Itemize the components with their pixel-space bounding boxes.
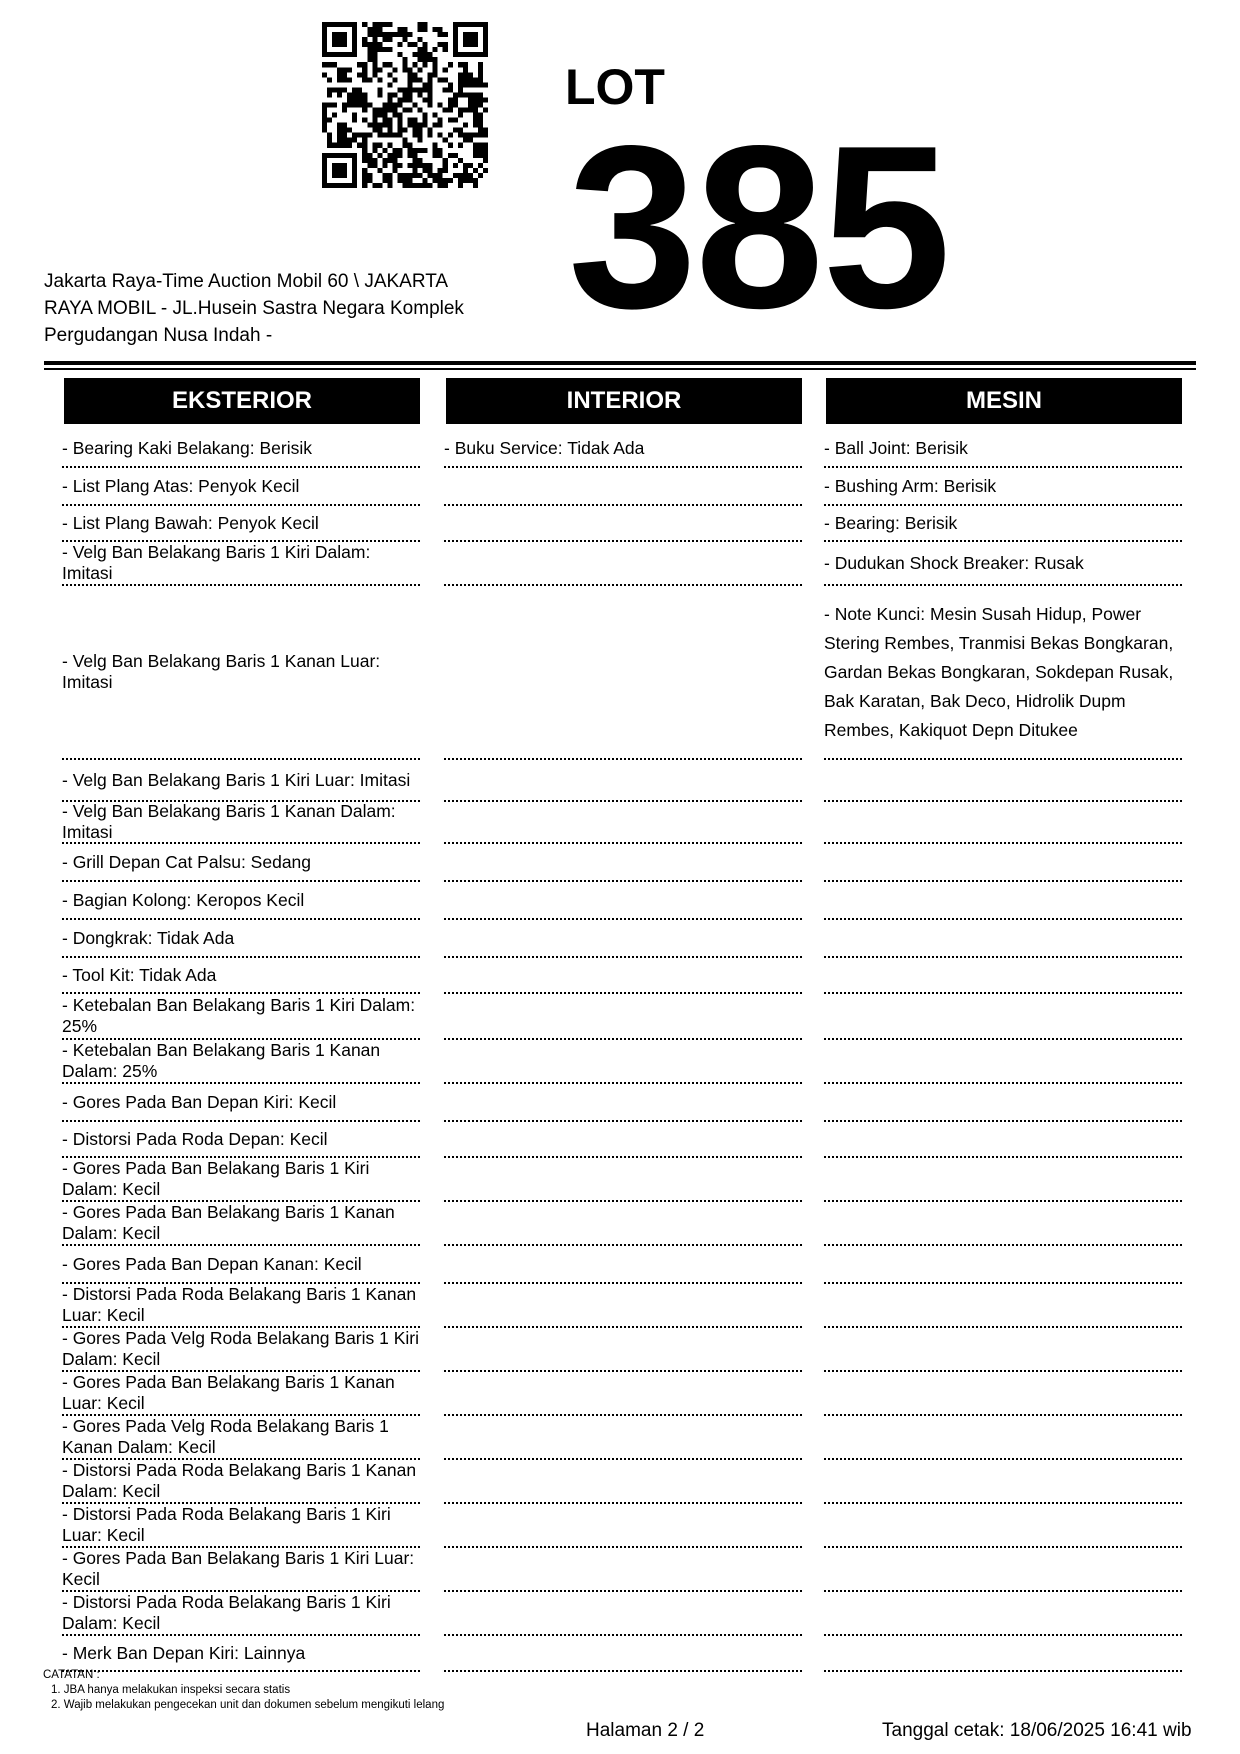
eksterior-item: - Distorsi Pada Roda Belakang Baris 1 Kiri Dalam: Kecil: [62, 1592, 391, 1633]
eksterior-header: EKSTERIOR: [64, 378, 420, 424]
mesin-list: [824, 430, 1182, 1672]
eksterior-item: - Ketebalan Ban Belakang Baris 1 Kanan Dalam: 25%: [62, 1040, 381, 1081]
eksterior-item: - Gores Pada Ban Belakang Baris 1 Kanan Luar: Kecil: [62, 1372, 395, 1413]
mesin-row: [824, 1246, 1182, 1284]
notes: [43, 1668, 444, 1713]
mesin-row: [824, 586, 1182, 760]
mesin-item: - Ball Joint: Berisik: [824, 437, 968, 458]
eksterior-item: - Gores Pada Velg Roda Belakang Baris 1 Kiri Dalam: Kecil: [62, 1328, 419, 1369]
note-item: 1. JBA hanya melakukan inspeksi secara statis: [51, 1684, 291, 1696]
mesin-row: [824, 958, 1182, 994]
interior-row: [444, 1158, 802, 1202]
mesin-row: [824, 1284, 1182, 1328]
mesin-item: - Bushing Arm: Berisik: [824, 475, 997, 496]
eksterior-row: [62, 1592, 420, 1636]
notes-title: CATATAN :: [43, 1669, 100, 1681]
mesin-row: [824, 1416, 1182, 1460]
eksterior-item: - Gores Pada Ban Belakang Baris 1 Kanan Dalam: Kecil: [62, 1202, 395, 1243]
interior-row: [444, 468, 802, 506]
mesin-row: [824, 1636, 1182, 1672]
eksterior-row: [62, 882, 420, 920]
eksterior-item: - Gores Pada Ban Belakang Baris 1 Kiri Dalam: Kecil: [62, 1158, 370, 1199]
qr-code: [322, 22, 488, 188]
interior-row: [444, 1460, 802, 1504]
mesin-row: [824, 1372, 1182, 1416]
eksterior-item: - Velg Ban Belakang Baris 1 Kiri Luar: Imitasi: [62, 769, 411, 790]
eksterior-item: - Gores Pada Velg Roda Belakang Baris 1 Kanan Dalam: Kecil: [62, 1416, 389, 1457]
interior-row: [444, 844, 802, 882]
interior-row: [444, 1084, 802, 1122]
eksterior-item: - Bearing Kaki Belakang: Berisik: [62, 437, 312, 458]
eksterior-item: - Merk Ban Depan Kiri: Lainnya: [62, 1642, 306, 1663]
interior-row: [444, 1202, 802, 1246]
mesin-row: [824, 760, 1182, 802]
eksterior-row: [62, 1246, 420, 1284]
mesin-row: [824, 994, 1182, 1040]
eksterior-row: [62, 1636, 420, 1672]
mesin-row: [824, 920, 1182, 958]
mesin-header: MESIN: [826, 378, 1182, 424]
eksterior-row: [62, 1202, 420, 1246]
eksterior-item: - Velg Ban Belakang Baris 1 Kanan Luar: Imitasi: [62, 651, 381, 692]
interior-row: [444, 1504, 802, 1548]
interior-list: [444, 430, 802, 1672]
mesin-row: [824, 1158, 1182, 1202]
eksterior-item: - Dongkrak: Tidak Ada: [62, 927, 235, 948]
print-date: Tanggal cetak: 18/06/2025 16:41 wib: [882, 1720, 1192, 1741]
mesin-row: [824, 468, 1182, 506]
interior-row: [444, 882, 802, 920]
interior-row: [444, 1636, 802, 1672]
eksterior-item: - Ketebalan Ban Belakang Baris 1 Kiri Dalam: 25%: [62, 995, 416, 1036]
auction-address: Jakarta Raya-Time Auction Mobil 60 \ JAKARTA RAYA MOBIL - JL.Husein Sastra Negara Komplek Pergudangan Nusa Indah -: [44, 271, 464, 346]
eksterior-row: [62, 1040, 420, 1084]
eksterior-item: - Tool Kit: Tidak Ada: [62, 964, 217, 985]
eksterior-row: [62, 506, 420, 542]
interior-row: [444, 1284, 802, 1328]
eksterior-row: [62, 802, 420, 844]
eksterior-row: [62, 1504, 420, 1548]
mesin-row: [824, 1202, 1182, 1246]
mesin-row: [824, 882, 1182, 920]
note-item: 2. Wajib melakukan pengecekan unit dan dokumen sebelum mengikuti lelang: [51, 1699, 445, 1711]
interior-item: - Buku Service: Tidak Ada: [444, 437, 645, 458]
eksterior-row: [62, 1548, 420, 1592]
eksterior-item: - Gores Pada Ban Belakang Baris 1 Kiri Luar: Kecil: [62, 1548, 415, 1589]
mesin-item: - Bearing: Berisik: [824, 512, 958, 533]
interior-row: [444, 506, 802, 542]
interior-row: [444, 994, 802, 1040]
interior-row: [444, 430, 802, 468]
eksterior-item: - Distorsi Pada Roda Depan: Kecil: [62, 1128, 328, 1149]
header-divider: [44, 361, 1196, 365]
mesin-row: [824, 1084, 1182, 1122]
eksterior-item: - Distorsi Pada Roda Belakang Baris 1 Kanan Dalam: Kecil: [62, 1460, 417, 1501]
interior-row: [444, 542, 802, 586]
eksterior-row: [62, 468, 420, 506]
eksterior-item: - Distorsi Pada Roda Belakang Baris 1 Kiri Luar: Kecil: [62, 1504, 391, 1545]
interior-row: [444, 1328, 802, 1372]
eksterior-row: [62, 430, 420, 468]
mesin-row: [824, 1592, 1182, 1636]
interior-row: [444, 1592, 802, 1636]
mesin-row: [824, 1040, 1182, 1084]
mesin-row: [824, 1328, 1182, 1372]
interior-row: [444, 586, 802, 760]
interior-header: INTERIOR: [446, 378, 802, 424]
mesin-row: [824, 506, 1182, 542]
eksterior-row: [62, 844, 420, 882]
eksterior-item: - Velg Ban Belakang Baris 1 Kanan Dalam: Imitasi: [62, 801, 396, 842]
page-number: Halaman 2 / 2: [586, 1720, 705, 1741]
lot-label: LOT: [565, 59, 665, 115]
eksterior-item: - Distorsi Pada Roda Belakang Baris 1 Kanan Luar: Kecil: [62, 1284, 417, 1325]
interior-row: [444, 958, 802, 994]
eksterior-row: [62, 1084, 420, 1122]
mesin-row: [824, 1504, 1182, 1548]
interior-row: [444, 1122, 802, 1158]
eksterior-item: - Gores Pada Ban Depan Kanan: Kecil: [62, 1253, 362, 1274]
eksterior-item: - Bagian Kolong: Keropos Kecil: [62, 889, 305, 910]
eksterior-row: [62, 958, 420, 994]
interior-row: [444, 1372, 802, 1416]
eksterior-row: [62, 1328, 420, 1372]
eksterior-item: - List Plang Atas: Penyok Kecil: [62, 475, 300, 496]
eksterior-row: [62, 542, 420, 586]
eksterior-row: [62, 586, 420, 760]
mesin-item: - Note Kunci: Mesin Susah Hidup, Power Stering Rembes, Tranmisi Bekas Bongkaran, Gardan Bekas Bongkaran, Sokdepan Rusak, Bak Karatan, Bak Deco, Hidrolik Dupm Rembes, Kakiquot Depn Ditukee: [824, 603, 1174, 740]
eksterior-list: [62, 430, 420, 1672]
mesin-row: [824, 1460, 1182, 1504]
header-divider-thin: [44, 368, 1196, 370]
interior-row: [444, 1246, 802, 1284]
notes-list: [43, 1683, 444, 1713]
interior-row: [444, 802, 802, 844]
eksterior-item: - List Plang Bawah: Penyok Kecil: [62, 512, 319, 533]
interior-row: [444, 920, 802, 958]
mesin-row: [824, 802, 1182, 844]
eksterior-row: [62, 1122, 420, 1158]
eksterior-item: - Grill Depan Cat Palsu: Sedang: [62, 851, 312, 872]
interior-row: [444, 760, 802, 802]
mesin-row: [824, 542, 1182, 586]
eksterior-row: [62, 1460, 420, 1504]
lot-number: 385: [568, 98, 950, 357]
eksterior-row: [62, 1372, 420, 1416]
mesin-row: [824, 430, 1182, 468]
eksterior-row: [62, 1416, 420, 1460]
interior-row: [444, 1548, 802, 1592]
mesin-item: - Dudukan Shock Breaker: Rusak: [824, 552, 1084, 573]
eksterior-row: [62, 994, 420, 1040]
eksterior-item: - Gores Pada Ban Depan Kiri: Kecil: [62, 1091, 337, 1112]
eksterior-row: [62, 1158, 420, 1202]
mesin-row: [824, 844, 1182, 882]
interior-row: [444, 1416, 802, 1460]
eksterior-row: [62, 1284, 420, 1328]
interior-row: [444, 1040, 802, 1084]
mesin-row: [824, 1122, 1182, 1158]
eksterior-row: [62, 760, 420, 802]
eksterior-item: - Velg Ban Belakang Baris 1 Kiri Dalam: Imitasi: [62, 542, 371, 583]
mesin-row: [824, 1548, 1182, 1592]
eksterior-row: [62, 920, 420, 958]
